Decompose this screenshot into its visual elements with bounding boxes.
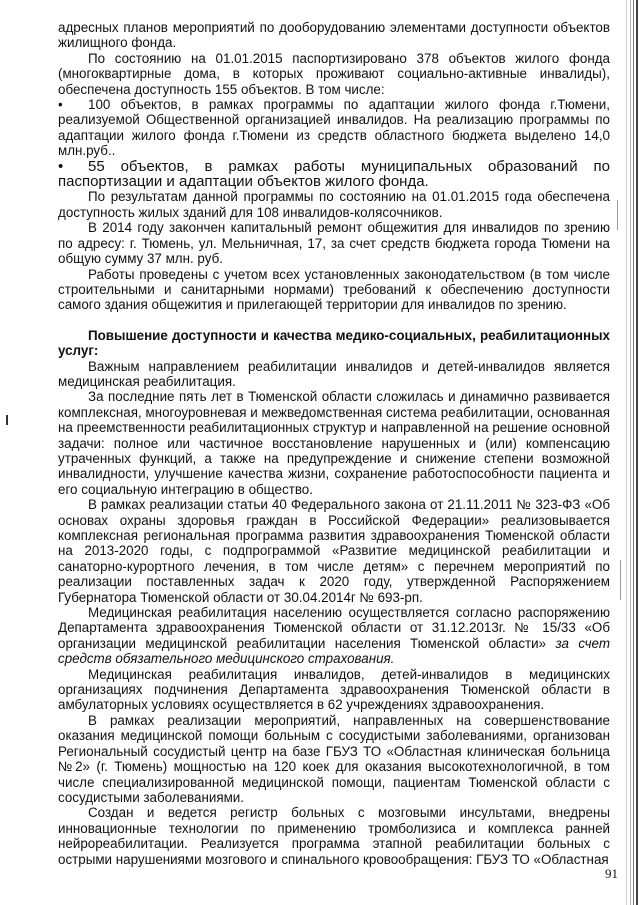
bullet-text: 55 объектов, в рамках работы муниципальных образований по паспортизации и адаптации объектов жилого фонда. xyxy=(58,157,610,191)
scan-speck xyxy=(620,560,621,600)
scan-speck xyxy=(6,415,8,425)
paragraph xyxy=(58,605,610,667)
paragraph: По результатам данной программы по состоянию на 01.01.2015 года обеспечена доступность жилых зданий для 108 инвалидов-колясочников. xyxy=(58,189,610,220)
paragraph: Важным направлением реабилитации инвалидов и детей-инвалидов является медицинская реабилитация. xyxy=(58,358,610,389)
section-heading: Повышение доступности и качества медико-социальных, реабилитационных услуг: xyxy=(58,327,610,359)
paragraph: По состоянию на 01.01.2015 паспортизировано 378 объектов жилого фонда (многоквартирные дома, в которых проживают социально-активные инвалиды), обеспечена доступность 155 объектов. В том числе: xyxy=(58,50,610,97)
page-number: 91 xyxy=(605,866,618,881)
bullet-item xyxy=(58,159,610,190)
paragraph: В рамках реализации статьи 40 Федерального закона от 21.11.2011 № 323-ФЗ «Об основах охраны здоровья граждан в Российской Федерации» реализовывается комплексная региональная программа развития здравоохранения Тюменской области на 2013-2020 годы, с подпрограммой «Развитие медицинской реабилитации и санаторно-курортного лечения, в том числе детям» с перечнем мероприятий по реализации поставленных задач к 2020 году, утвержденной Распоряжением Губернатора Тюменской области от 30.04.2014г № 693-рп. xyxy=(58,497,610,605)
bullet-icon: • xyxy=(58,97,63,113)
scan-edge-noise xyxy=(616,0,640,905)
paragraph-text: Медицинская реабилитация населению осуществляется согласно распоряжению Департамента здравоохранения Тюменской области от 31.12.2013г. № 15/33 «Об организации медицинской реабилитации населения Тюменской области» xyxy=(58,605,610,651)
paragraph: адресных планов мероприятий по дооборудованию элементами доступности объектов жилищного фонда. xyxy=(58,20,610,51)
bullet-text: 100 объектов, в рамках программы по адаптации жилого фонда г.Тюмени, реализуемой Общественной организацией инвалидов. На реализацию программы по адаптации жилого фонда г.Тюмени из средств областного бюджета выделено 14,0 млн.руб.. xyxy=(58,97,610,159)
paragraph: В 2014 году закончен капитальный ремонт общежития для инвалидов по зрению по адресу: г. Тюмень, ул. Мельничная, 17, за счет средств бюджета города Тюмени на общую сумму 37 млн. руб. xyxy=(58,220,610,267)
paragraph: За последние пять лет в Тюменской области сложилась и динамично развивается комплексная, многоуровневая и межведомственная система реабилитации, основанная на преемственности реабилитационных структур и направленной на решение основной задачи: полное или частичное восстановление нарушенных и (или) компенсацию утраченных функций, а также на предупреждение и снижение степени возможной инвалидности, улучшение качества жизни, сохранение работоспособности пациента и его социальную интеграцию в общество. xyxy=(58,389,610,497)
bullet-item xyxy=(58,97,610,159)
paragraph: В рамках реализации мероприятий, направленных на совершенствование оказания медицинской помощи больным с сосудистыми заболеваниями, организован Региональный сосудистый центр на базе ГБУЗ ТО «Областная клиническая больница №2» (г. Тюмень) мощностью на 120 коек для оказания высокотехнологичной, в том числе специализированной медицинской помощи, пациентам Тюменской области с сосудистыми заболеваниями. xyxy=(58,712,610,805)
scan-speck xyxy=(617,200,618,230)
paragraph: Медицинская реабилитация инвалидов, детей-инвалидов в медицинских организациях подчинения Департамента здравоохранения Тюменской области в амбулаторных условиях осуществляется в 62 учреждениях здравоохранения. xyxy=(58,666,610,713)
bullet-icon: • xyxy=(58,157,64,175)
paragraph: Работы проведены с учетом всех установленных законодательством (в том числе строительными и санитарными нормами) требований к обеспечению доступности самого здания общежития и прилегающей территории для инвалидов по зрению. xyxy=(58,266,610,313)
paragraph: Создан и ведется регистр больных с мозговыми инсультами, внедрены инновационные технологии по применению тромболизиса и комплекса ранней нейрореабилитации. Реализуется программа этапной реабилитации больных с острыми нарушениями мозгового и спинального кровообращения: ГБУЗ ТО «Областная xyxy=(58,805,610,867)
document-body xyxy=(58,20,610,867)
paragraph-italic-text: за счет средств обязательного медицинского страхования. xyxy=(58,635,610,667)
